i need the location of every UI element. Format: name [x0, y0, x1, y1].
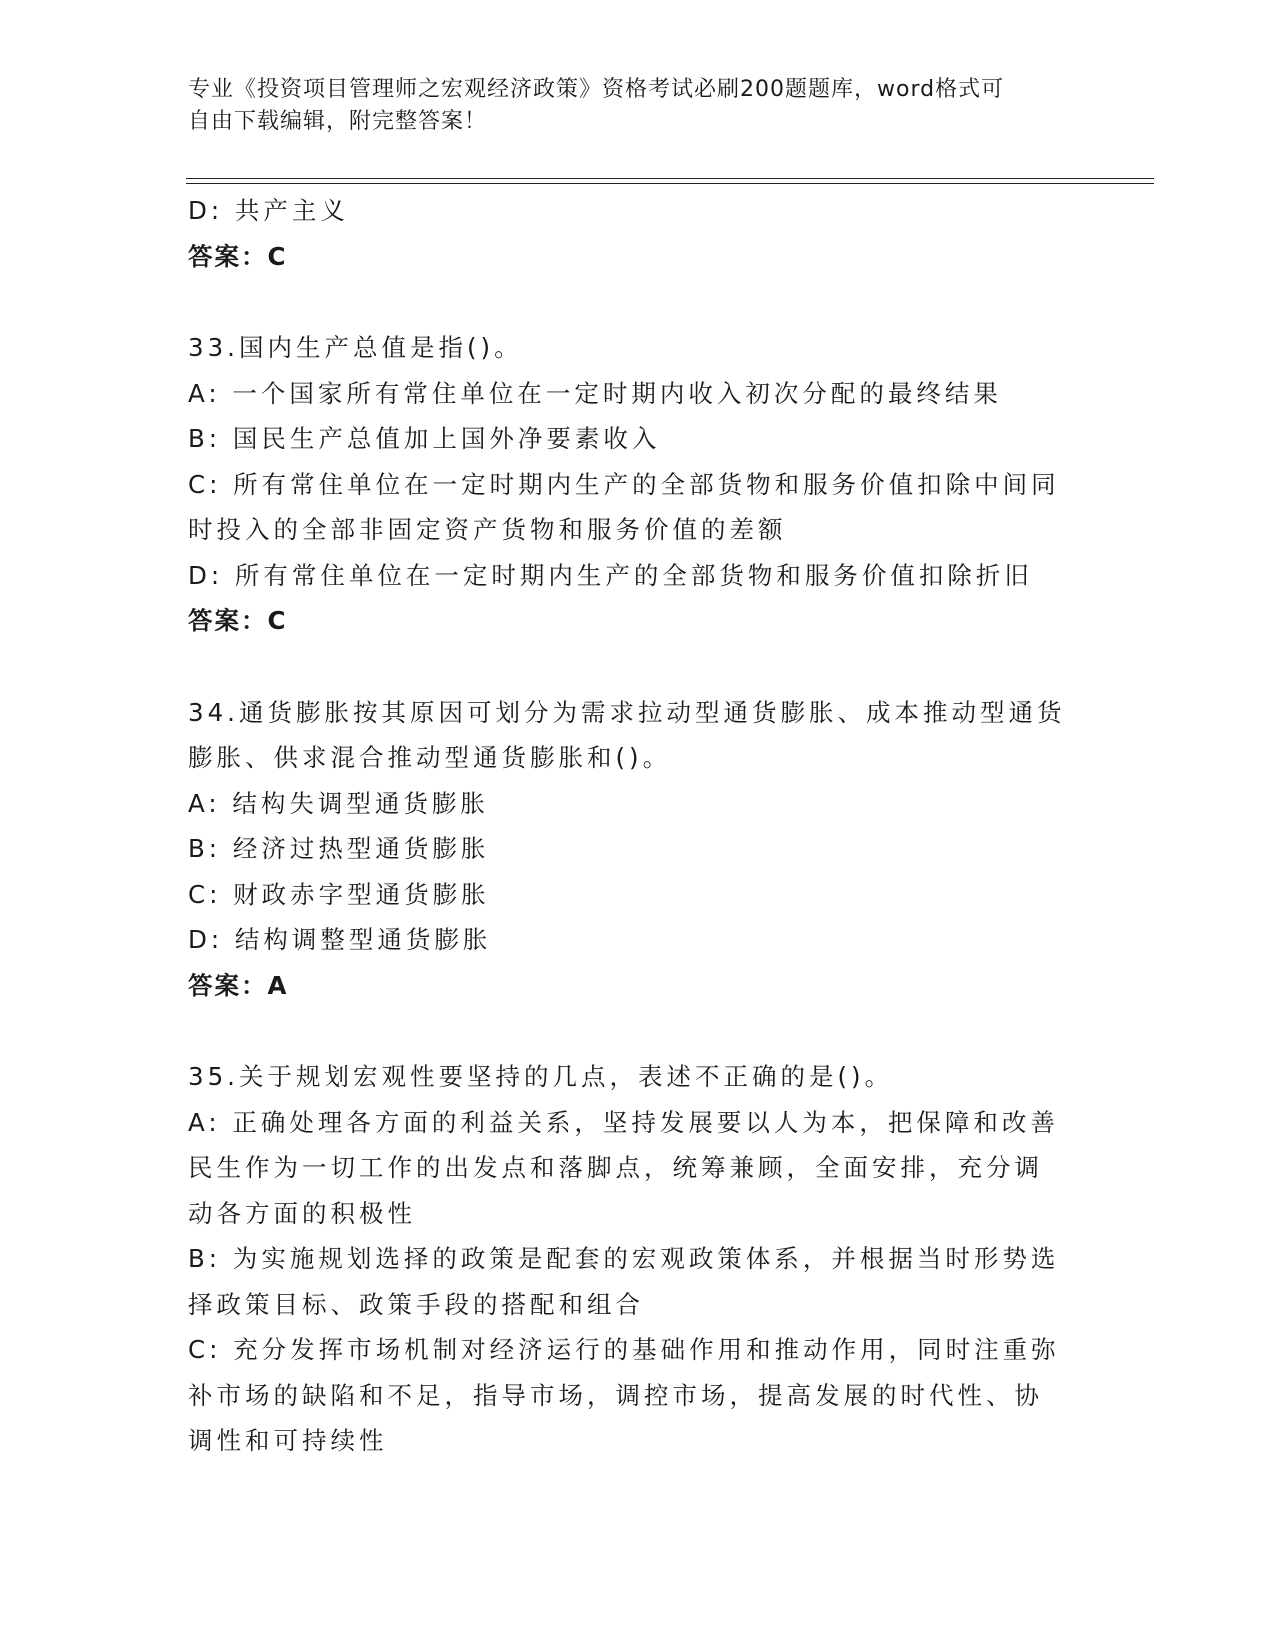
q33-answer: 答案：C [188, 606, 288, 635]
question-content [188, 188, 1068, 1464]
document-header [188, 74, 1068, 138]
q35-option-a-line-2: 民生作为一切工作的出发点和落脚点，统筹兼顾，全面安排，充分调 [188, 1153, 1043, 1182]
q34-option-d: D: 结构调整型通货膨胀 [188, 925, 492, 954]
spacer [188, 279, 1068, 325]
q35-question: 35.关于规划宏观性要坚持的几点，表述不正确的是()。 [188, 1062, 894, 1091]
prev-answer: 答案：C [188, 241, 288, 271]
q35-option-a-line-3: 动各方面的积极性 [188, 1198, 416, 1228]
q35-option-c-line-3: 调性和可持续性 [188, 1426, 388, 1455]
q35-option-b-line-1: B: 为实施规划选择的政策是配套的宏观政策体系，并根据当时形势选 [188, 1244, 1060, 1273]
q34-answer: 答案：A [188, 970, 289, 1000]
q33-option-b: B: 国民生产总值加上国外净要素收入 [188, 424, 661, 453]
q35-option-c-line-1: C: 充分发挥市场机制对经济运行的基础作用和推动作用，同时注重弥 [188, 1335, 1060, 1364]
q35-option-a-line-1: A: 正确处理各方面的利益关系，坚持发展要以人为本，把保障和改善 [188, 1107, 1059, 1137]
q35-option-c-line-2: 补市场的缺陷和不足，指导市场，调控市场，提高发展的时代性、协 [188, 1380, 1043, 1410]
spacer [188, 644, 1068, 690]
header-divider-top [186, 178, 1154, 179]
q34-option-b: B: 经济过热型通货膨胀 [188, 834, 490, 863]
q34-question-line-2: 膨胀、供求混合推动型通货膨胀和()。 [188, 743, 672, 772]
q34-option-c: C: 财政赤字型通货膨胀 [188, 879, 490, 909]
q34-question-line-1: 34.通货膨胀按其原因可划分为需求拉动型通货膨胀、成本推动型通货 [188, 697, 1066, 727]
q34-option-a: A: 结构失调型通货膨胀 [188, 788, 489, 818]
header-line-2: 自由下载编辑，附完整答案！ [188, 109, 488, 134]
header-divider-bottom [186, 183, 1154, 184]
header-line-1: 专业《投资项目管理师之宏观经济政策》资格考试必刷200题题库，word格式可 [188, 77, 1005, 102]
q33-option-c-line-1: C: 所有常住单位在一定时期内生产的全部货物和服务价值扣除中间同 [188, 469, 1060, 499]
q35-option-b-line-2: 择政策目标、政策手段的搭配和组合 [188, 1289, 644, 1319]
spacer [188, 1008, 1068, 1054]
prev-option-d: D: 共产主义 [188, 196, 349, 225]
q33-option-d: D: 所有常住单位在一定时期内生产的全部货物和服务价值扣除折旧 [188, 560, 1033, 590]
q33-question: 33.国内生产总值是指()。 [188, 333, 523, 362]
q33-option-c-line-2: 时投入的全部非固定资产货物和服务价值的差额 [188, 515, 787, 544]
q33-option-a: A: 一个国家所有常住单位在一定时期内收入初次分配的最终结果 [188, 378, 1002, 408]
